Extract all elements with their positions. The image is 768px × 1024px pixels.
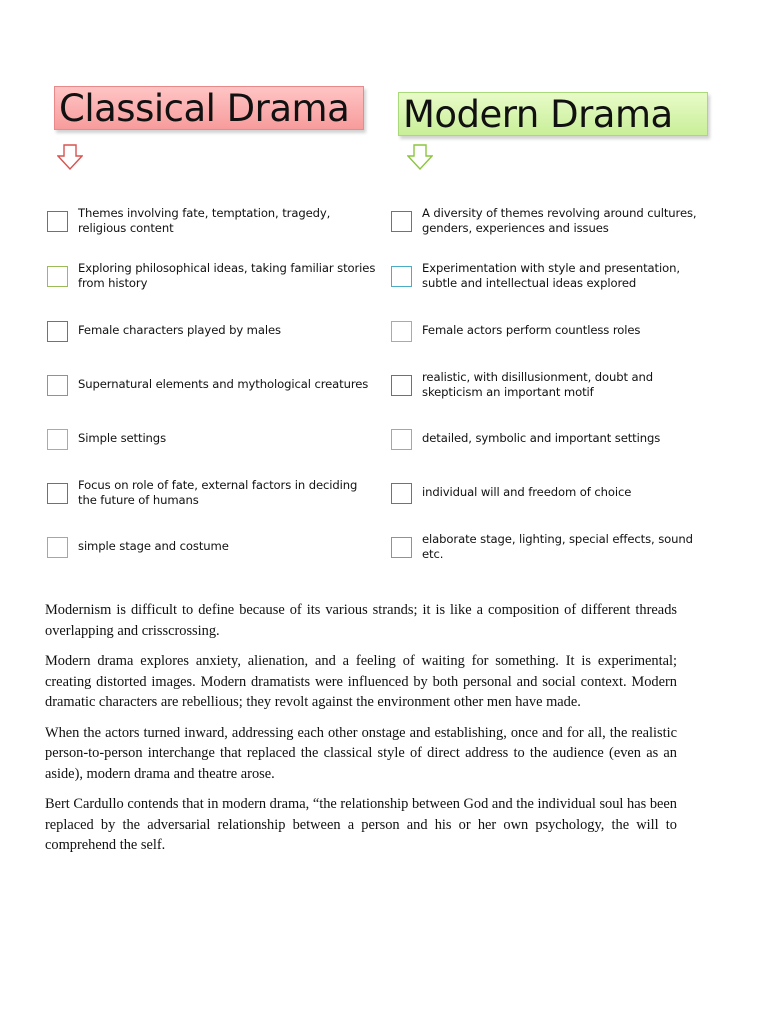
bullet-box-icon (47, 266, 68, 287)
modern-drama-heading: Modern Drama (398, 92, 708, 136)
list-item: simple stage and costume (47, 527, 377, 567)
bullet-box-icon (391, 429, 412, 450)
list-item: Focus on role of fate, external factors in deciding the future of humans (47, 473, 377, 513)
bullet-box-icon (391, 321, 412, 342)
bullet-box-icon (47, 429, 68, 450)
list-item: Simple settings (47, 419, 377, 459)
bullet-box-icon (47, 375, 68, 396)
list-item: realistic, with disillusionment, doubt and skepticism an important motif (391, 365, 711, 405)
bullet-box-icon (47, 211, 68, 232)
list-item: Themes involving fate, temptation, tragedy, religious content (47, 201, 377, 241)
list-item: Supernatural elements and mythological creatures (47, 365, 377, 405)
bullet-box-icon (47, 321, 68, 342)
paragraph: Bert Cardullo contends that in modern drama, “the relationship between God and the individual soul has been replaced by the adversarial relationship between a person and his or her own psychology, the will to comprehend the self. (45, 796, 677, 853)
classical-drama-heading: Classical Drama (54, 86, 364, 130)
list-item: detailed, symbolic and important settings (391, 419, 711, 459)
paragraph: Modern drama explores anxiety, alienation, and a feeling of waiting for something. It is experimental; creating distorted images. Modern dramatists were influenced by both personal and social context. Modern dramatic characters are rebellious; they revolt against the environment other men have made. (45, 653, 677, 710)
bullet-box-icon (391, 375, 412, 396)
list-item: Experimentation with style and presentation, subtle and intellectual ideas explored (391, 256, 711, 296)
list-item: A diversity of themes revolving around cultures, genders, experiences and issues (391, 201, 711, 241)
paragraph: When the actors turned inward, addressing each other onstage and establishing, once and for all, the realistic person-to-person interchange that replaced the classical style of direct address to the audience (even as an aside), modern drama and theatre arose. (45, 724, 677, 782)
bullet-box-icon (47, 483, 68, 504)
bullet-box-icon (47, 537, 68, 558)
list-item: Female actors perform countless roles (391, 311, 711, 351)
list-item: Exploring philosophical ideas, taking familiar stories from history (47, 256, 377, 296)
list-item: elaborate stage, lighting, special effects, sound etc. (391, 527, 711, 567)
bullet-box-icon (391, 266, 412, 287)
paragraph: Modernism is difficult to define because of its various strands; it is like a composition of different threads overlapping and crisscrossing. (45, 602, 677, 639)
down-arrow-icon (57, 144, 83, 170)
list-item: Female characters played by males (47, 311, 377, 351)
bullet-box-icon (391, 537, 412, 558)
down-arrow-icon (407, 144, 433, 170)
body-text (45, 600, 677, 866)
bullet-box-icon (391, 211, 412, 232)
bullet-box-icon (391, 483, 412, 504)
list-item: individual will and freedom of choice (391, 473, 711, 513)
